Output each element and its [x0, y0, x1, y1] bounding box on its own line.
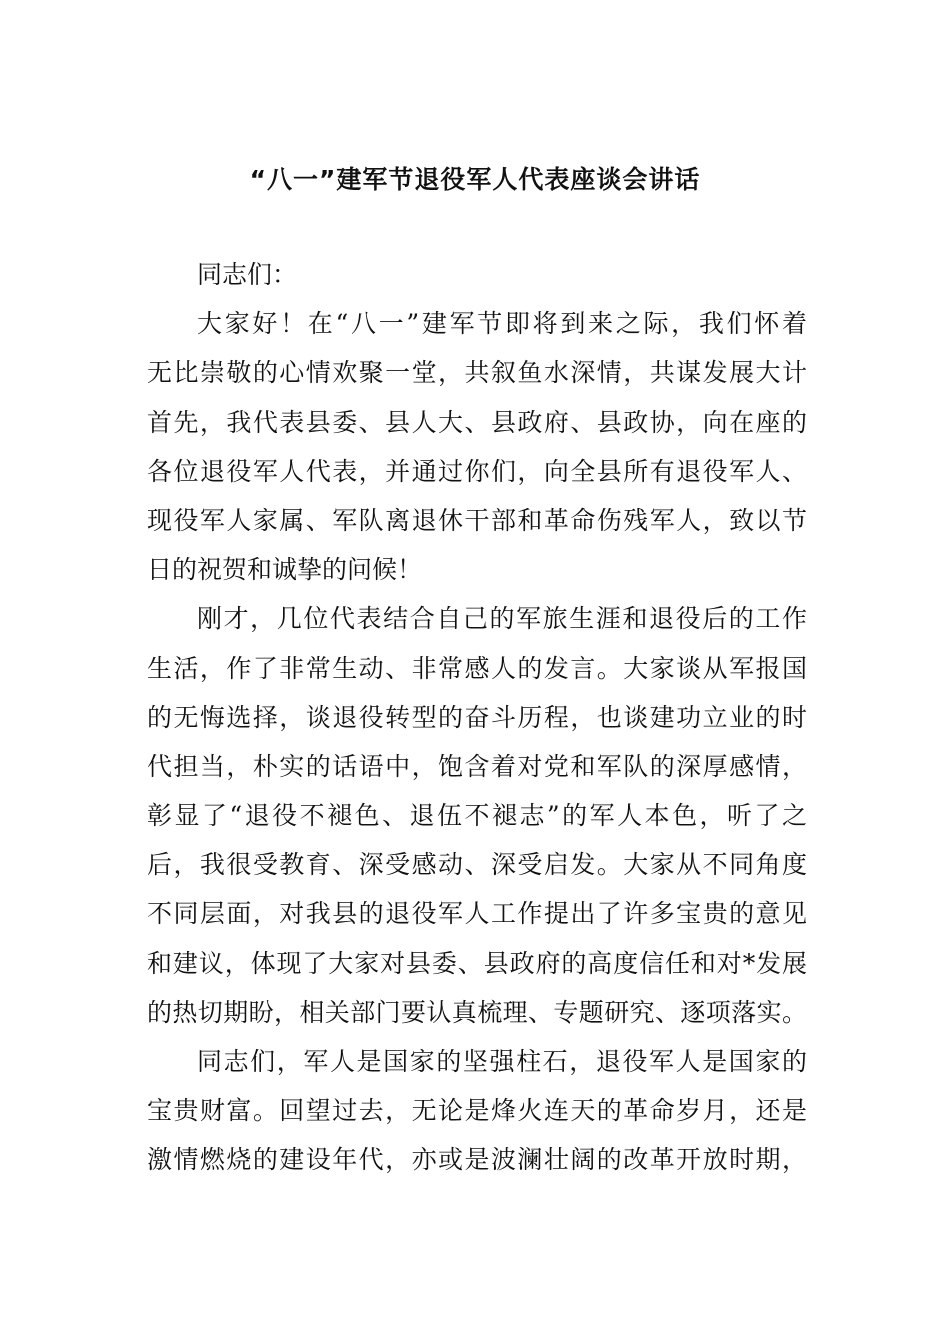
document-title: “八一”建军节退役军人代表座谈会讲话: [249, 165, 701, 194]
text-line: 刚才，几位代表结合自己的军旅生涯和退役后的工作: [197, 604, 807, 634]
text-line: 不同层面，对我县的退役军人工作提出了许多宝贵的意见: [147, 899, 807, 929]
document-body: [147, 250, 807, 1185]
text-line: 宝贵财富。回望过去，无论是烽火连天的革命岁月，还是: [147, 1096, 807, 1126]
text-line: 后，我很受教育、深受感动、深受启发。大家从不同角度: [147, 850, 807, 880]
text-line: 无比崇敬的心情欢聚一堂，共叙鱼水深情，共谋发展大计: [147, 358, 807, 388]
text-line: 同志们，军人是国家的坚强柱石，退役军人是国家的: [197, 1047, 807, 1076]
text-line: 同志们：: [197, 260, 298, 289]
text-line: 彰显了“退役不褪色、退伍不褪志”的军人本色，听了之: [147, 801, 807, 831]
text-line: 首先，我代表县委、县人大、县政府、县政协，向在座的: [147, 407, 807, 437]
text-line: 大家好！在“八一”建军节即将到来之际，我们怀着: [197, 309, 807, 339]
text-line: 生活，作了非常生动、非常感人的发言。大家谈从军报国: [147, 653, 807, 683]
text-line: 的热切期盼，相关部门要认真梳理、专题研究、逐项落实。: [147, 997, 807, 1027]
text-line: 激情燃烧的建设年代，亦或是波澜壮阔的改革开放时期，: [147, 1145, 807, 1175]
text-line: 现役军人家属、军队离退休干部和革命伤残军人，致以节: [147, 505, 807, 535]
text-line: 代担当，朴实的话语中，饱含着对党和军队的深厚感情，: [147, 751, 807, 781]
text-line: 和建议，体现了大家对县委、县政府的高度信任和对*发展: [147, 948, 807, 978]
text-line: 日的祝贺和诚挚的问候！: [147, 555, 423, 585]
text-line: 的无悔选择，谈退役转型的奋斗历程，也谈建功立业的时: [147, 702, 807, 732]
text-line: 各位退役军人代表，并通过你们，向全县所有退役军人、: [147, 456, 807, 486]
